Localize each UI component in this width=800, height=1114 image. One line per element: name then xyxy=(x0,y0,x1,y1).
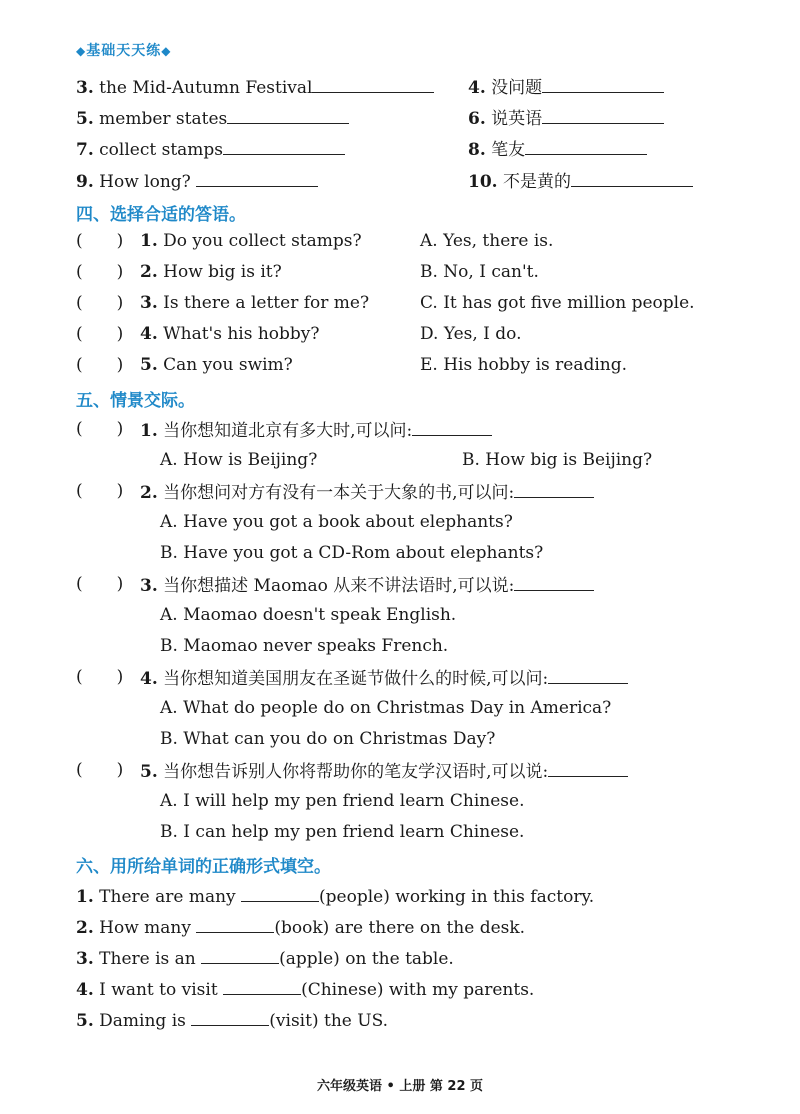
question-text: 4. What's his hobby? xyxy=(140,324,320,344)
option-b: B. What can you do on Christmas Day? xyxy=(160,729,496,749)
answer-blank[interactable] xyxy=(201,945,279,964)
page-footer: 六年级英语 • 上册 第 22 页 xyxy=(316,1079,484,1094)
answer-blank[interactable] xyxy=(514,479,594,498)
section-tag xyxy=(76,40,171,60)
answer-blank[interactable] xyxy=(525,136,647,155)
option-b: B. I can help my pen friend learn Chinese. xyxy=(160,822,525,842)
tag-label: 基础天天练 xyxy=(86,43,162,59)
question-row: ( ) xyxy=(76,355,124,375)
question-text: 4. 当你想知道美国朋友在圣诞节做什么的时候,可以问: xyxy=(140,665,628,689)
question-text: 1. Do you collect stamps? xyxy=(140,231,362,251)
question-row: ( ) xyxy=(76,760,124,780)
question-row: ( ) xyxy=(76,324,124,344)
fill-item: 5. Daming is (visit) the US. xyxy=(76,1007,388,1031)
question-text: 1. 当你想知道北京有多大时,可以问: xyxy=(140,417,492,441)
answer-blank[interactable] xyxy=(196,914,274,933)
answer-blank[interactable] xyxy=(548,758,628,777)
fill-item: 3. There is an (apple) on the table. xyxy=(76,945,454,969)
answer-blank[interactable] xyxy=(542,105,664,124)
question-text: 3. 当你想描述 Maomao 从来不讲法语时,可以说: xyxy=(140,572,594,596)
answer-blank[interactable] xyxy=(542,74,664,93)
option-a: A. What do people do on Christmas Day in America? xyxy=(160,698,612,718)
fill-item: 4. I want to visit (Chinese) with my parents. xyxy=(76,976,534,1000)
question-row: ( ) xyxy=(76,667,124,687)
question-row: ( ) xyxy=(76,231,124,251)
answer-blank[interactable] xyxy=(191,1007,269,1026)
question-text: 5. 当你想告诉别人你将帮助你的笔友学汉语时,可以说: xyxy=(140,758,628,782)
vocab-item: 10. 不是黄的 xyxy=(468,168,693,192)
answer-blank[interactable] xyxy=(241,883,319,902)
answer-option: A. Yes, there is. xyxy=(420,231,554,251)
question-row: ( ) xyxy=(76,293,124,313)
question-text: 5. Can you swim? xyxy=(140,355,293,375)
option-a: A. Have you got a book about elephants? xyxy=(160,512,513,532)
vocab-item: 8. 笔友 xyxy=(468,136,647,160)
diamond-icon: ◆ xyxy=(76,44,87,58)
vocab-item: 4. 没问题 xyxy=(468,74,664,98)
option-b: B. Have you got a CD-Rom about elephants? xyxy=(160,543,544,563)
answer-blank[interactable] xyxy=(412,417,492,436)
section-4-title: 四、选择合适的答语。 xyxy=(76,205,246,225)
question-text: 3. Is there a letter for me? xyxy=(140,293,370,313)
answer-blank[interactable] xyxy=(312,74,434,93)
fill-item: 2. How many (book) are there on the desk. xyxy=(76,914,525,938)
question-row: ( ) xyxy=(76,419,124,439)
answer-blank[interactable] xyxy=(227,105,349,124)
diamond-icon: ◆ xyxy=(161,44,172,58)
section-5-title: 五、情景交际。 xyxy=(76,391,195,411)
option-b: B. Maomao never speaks French. xyxy=(160,636,449,656)
option-a: A. I will help my pen friend learn Chinese. xyxy=(160,791,525,811)
answer-blank[interactable] xyxy=(571,168,693,187)
answer-blank[interactable] xyxy=(196,168,318,187)
question-row: ( ) xyxy=(76,262,124,282)
option-b: B. How big is Beijing? xyxy=(462,450,653,470)
option-a: A. Maomao doesn't speak English. xyxy=(160,605,457,625)
answer-option: E. His hobby is reading. xyxy=(420,355,628,375)
answer-blank[interactable] xyxy=(514,572,594,591)
question-text: 2. How big is it? xyxy=(140,262,282,282)
question-row: ( ) xyxy=(76,481,124,501)
section-6-title: 六、用所给单词的正确形式填空。 xyxy=(76,857,331,877)
vocab-item: 9. How long? xyxy=(76,168,318,192)
vocab-item: 6. 说英语 xyxy=(468,105,664,129)
question-row: ( ) xyxy=(76,574,124,594)
question-text: 2. 当你想问对方有没有一本关于大象的书,可以问: xyxy=(140,479,594,503)
fill-item: 1. There are many (people) working in this factory. xyxy=(76,883,594,907)
vocab-item: 3. the Mid-Autumn Festival xyxy=(76,74,434,98)
answer-blank[interactable] xyxy=(223,976,301,995)
vocab-item: 5. member states xyxy=(76,105,349,129)
answer-option: C. It has got five million people. xyxy=(420,293,695,313)
answer-option: D. Yes, I do. xyxy=(420,324,522,344)
answer-blank[interactable] xyxy=(548,665,628,684)
answer-option: B. No, I can't. xyxy=(420,262,539,282)
vocab-item: 7. collect stamps xyxy=(76,136,345,160)
option-a: A. How is Beijing? xyxy=(160,450,318,470)
answer-blank[interactable] xyxy=(223,136,345,155)
